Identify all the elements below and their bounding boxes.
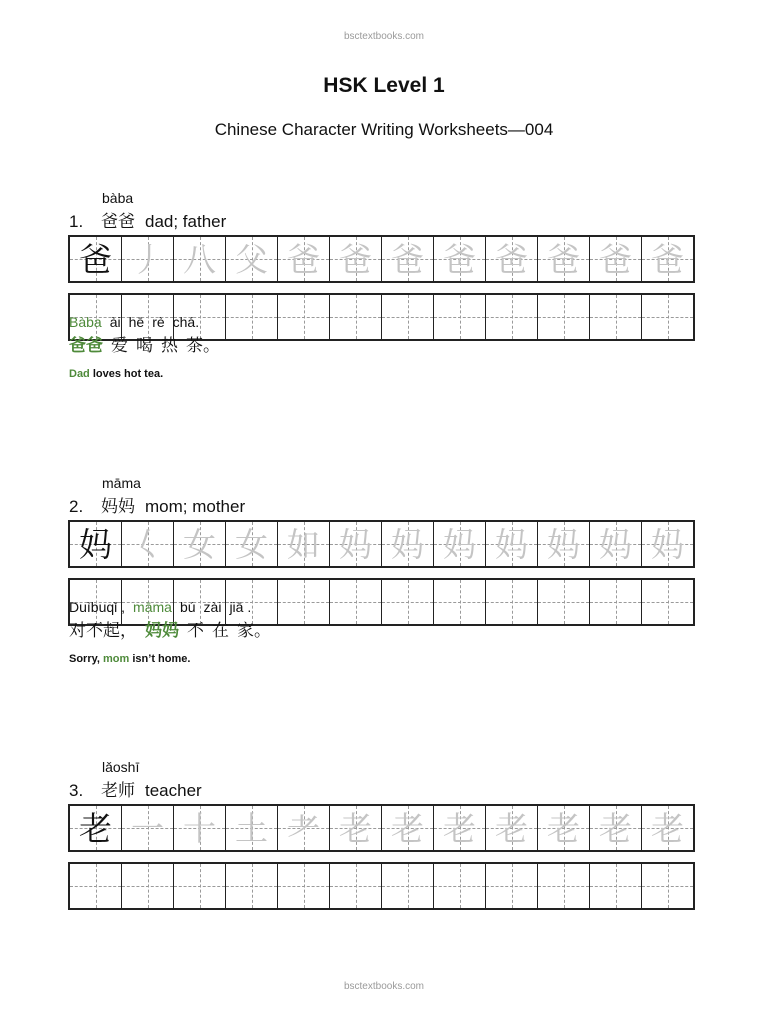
trace-cell[interactable] (590, 237, 642, 281)
practice-cell[interactable] (330, 580, 382, 624)
practice-cell[interactable] (434, 295, 486, 339)
practice-cell[interactable] (122, 864, 174, 908)
practice-cell[interactable] (486, 295, 538, 339)
entry-headline (69, 492, 245, 517)
trace-character: 土 (235, 808, 268, 848)
trace-character: 一 (131, 808, 164, 848)
example-translation: Sorry, mom isn’t home. (69, 653, 191, 665)
practice-cell[interactable] (382, 580, 434, 624)
trace-character: 妈 (495, 524, 528, 564)
practice-cell[interactable] (486, 864, 538, 908)
entry-headline (69, 207, 226, 232)
trace-character: 女 (235, 524, 268, 564)
practice-cell[interactable] (538, 580, 590, 624)
model-character: 爸 (79, 239, 112, 279)
trace-cell[interactable] (434, 806, 486, 850)
entry-meaning: dad; father (145, 212, 227, 231)
trace-cell[interactable] (590, 806, 642, 850)
trace-character: 老 (443, 808, 476, 848)
trace-cell[interactable] (382, 237, 434, 281)
practice-cell[interactable] (278, 295, 330, 339)
trace-cell[interactable] (434, 237, 486, 281)
trace-grid (68, 235, 695, 283)
practice-cell[interactable] (70, 864, 122, 908)
trace-character: 爸 (495, 239, 528, 279)
example-pinyin: Duìbuqǐ , māma bú zài jiā . (69, 599, 252, 615)
trace-cell[interactable] (538, 806, 590, 850)
entry-number: 2. (69, 497, 84, 516)
trace-grid (68, 804, 695, 852)
practice-cell[interactable] (226, 864, 278, 908)
trace-cell[interactable] (330, 806, 382, 850)
trace-character: 丿 (131, 239, 164, 279)
trace-cell[interactable] (538, 522, 590, 566)
practice-cell[interactable] (538, 864, 590, 908)
trace-character: 耂 (287, 808, 320, 848)
trace-cell[interactable] (642, 522, 693, 566)
practice-cell[interactable] (590, 295, 642, 339)
practice-cell[interactable] (642, 864, 693, 908)
trace-cell[interactable] (226, 237, 278, 281)
practice-cell[interactable] (642, 580, 693, 624)
example-sentence: 对不起， 妈妈 不 在 家。 (69, 621, 271, 641)
trace-character: 八 (183, 239, 216, 279)
entry-2 (0, 475, 768, 725)
trace-cell[interactable] (434, 522, 486, 566)
example-translation: Dad loves hot tea. (69, 368, 164, 380)
trace-character: 爸 (599, 239, 632, 279)
model-character: 妈 (79, 524, 112, 564)
trace-character: 十 (183, 808, 216, 848)
trace-character: 爸 (391, 239, 424, 279)
entry-meaning: teacher (145, 781, 202, 800)
trace-cell[interactable] (226, 522, 278, 566)
trace-character: 老 (599, 808, 632, 848)
entry-word: 妈妈 (101, 497, 135, 517)
trace-cell[interactable] (486, 237, 538, 281)
trace-character: 父 (235, 239, 268, 279)
model-character-cell[interactable] (70, 237, 122, 281)
page-title: HSK Level 1 (323, 74, 445, 97)
practice-cell[interactable] (590, 580, 642, 624)
trace-cell[interactable] (330, 237, 382, 281)
entry-3 (0, 759, 768, 1009)
trace-cell[interactable] (174, 806, 226, 850)
trace-cell[interactable] (122, 806, 174, 850)
trace-cell[interactable] (278, 237, 330, 281)
trace-character: 妈 (651, 524, 684, 564)
practice-cell[interactable] (226, 295, 278, 339)
trace-character: 妈 (339, 524, 372, 564)
trace-character: 爸 (443, 239, 476, 279)
entry-word: 爸爸 (101, 212, 135, 232)
entry-pinyin: lǎoshī (102, 759, 140, 775)
trace-cell[interactable] (486, 806, 538, 850)
model-character-cell[interactable] (70, 522, 122, 566)
model-character: 老 (79, 808, 112, 848)
watermark-top: bsctextbooks.com (343, 31, 425, 42)
practice-cell[interactable] (174, 864, 226, 908)
trace-character: 爸 (287, 239, 320, 279)
trace-character: 女 (183, 524, 216, 564)
example-pinyin: Bàba ài hē rè chá. (69, 314, 200, 330)
trace-cell[interactable] (642, 806, 693, 850)
practice-cell[interactable] (486, 580, 538, 624)
trace-character: 爸 (547, 239, 580, 279)
model-character-cell[interactable] (70, 806, 122, 850)
trace-cell[interactable] (278, 806, 330, 850)
practice-cell[interactable] (434, 864, 486, 908)
trace-cell[interactable] (382, 806, 434, 850)
trace-character: 妈 (443, 524, 476, 564)
trace-cell[interactable] (538, 237, 590, 281)
practice-cell[interactable] (382, 295, 434, 339)
entry-meaning: mom; mother (145, 497, 246, 516)
entry-headline (69, 776, 202, 801)
trace-character: 妈 (391, 524, 424, 564)
trace-grid (68, 520, 695, 568)
trace-cell[interactable] (278, 522, 330, 566)
practice-cell[interactable] (382, 864, 434, 908)
trace-cell[interactable] (174, 522, 226, 566)
practice-cell[interactable] (642, 295, 693, 339)
trace-character: 𡿨 (131, 524, 164, 564)
practice-cell[interactable] (590, 864, 642, 908)
trace-cell[interactable] (226, 806, 278, 850)
entry-pinyin: bàba (102, 190, 134, 206)
practice-cell[interactable] (538, 295, 590, 339)
entry-1 (0, 190, 768, 440)
trace-character: 爸 (651, 239, 684, 279)
practice-grid[interactable] (68, 862, 695, 910)
watermark-bottom: bsctextbooks.com (343, 981, 425, 992)
trace-character: 老 (495, 808, 528, 848)
trace-character: 妈 (547, 524, 580, 564)
entry-pinyin: māma (102, 475, 141, 491)
practice-cell[interactable] (330, 864, 382, 908)
trace-character: 如 (287, 524, 320, 564)
practice-cell[interactable] (330, 295, 382, 339)
trace-cell[interactable] (486, 522, 538, 566)
trace-character: 妈 (599, 524, 632, 564)
trace-character: 老 (339, 808, 372, 848)
entry-number: 3. (69, 781, 84, 800)
trace-character: 老 (547, 808, 580, 848)
trace-character: 爸 (339, 239, 372, 279)
entry-number: 1. (69, 212, 84, 231)
practice-cell[interactable] (278, 864, 330, 908)
practice-cell[interactable] (434, 580, 486, 624)
trace-character: 老 (651, 808, 684, 848)
trace-cell[interactable] (174, 237, 226, 281)
trace-cell[interactable] (122, 522, 174, 566)
trace-cell[interactable] (382, 522, 434, 566)
trace-cell[interactable] (590, 522, 642, 566)
example-sentence: 爸爸 爱 喝 热 茶。 (69, 336, 220, 356)
trace-cell[interactable] (642, 237, 693, 281)
page-subtitle: Chinese Character Writing Worksheets—004 (214, 120, 554, 139)
trace-character: 老 (391, 808, 424, 848)
practice-cell[interactable] (278, 580, 330, 624)
trace-cell[interactable] (122, 237, 174, 281)
trace-cell[interactable] (330, 522, 382, 566)
entry-word: 老师 (101, 781, 135, 801)
